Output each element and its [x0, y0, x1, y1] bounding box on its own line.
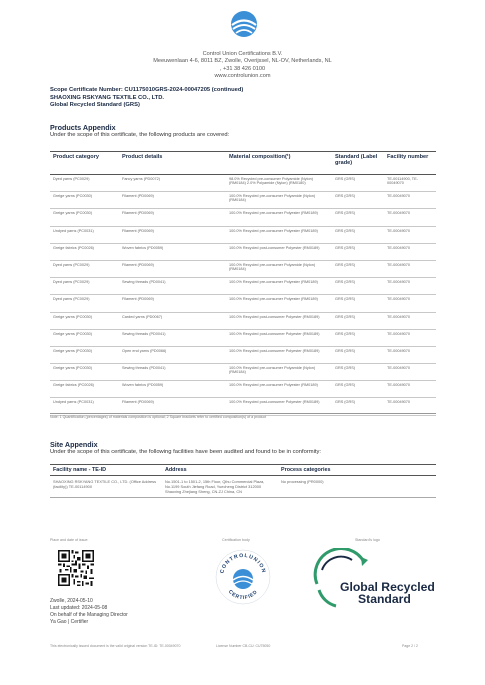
- site-process: No processing (PR0000): [278, 476, 436, 498]
- facility-number-cell: TE-00049070: [384, 398, 436, 415]
- standard-cell: GRS (GRS): [332, 398, 384, 415]
- certification-body-label: Certification body: [222, 538, 250, 542]
- header-address: Address: [162, 465, 278, 476]
- facility-number-cell: TE-00049070: [384, 278, 436, 295]
- products-appendix-title: Products Appendix: [50, 123, 116, 132]
- site-header-row: [50, 465, 436, 476]
- product-row: [50, 209, 436, 226]
- facility-number-cell: TE-00049070: [384, 346, 436, 363]
- page-number: Page 2 / 2: [402, 644, 418, 648]
- site-address: No.1501-1 to 1501-2, 15th Floor, Qihu Commercial Plaza, No.1199 South Jiefang Road, Yuecheng District 312000 Shaoxing Zhejiang Sheng, CN-ZJ China, CN: [162, 476, 278, 498]
- standard-cell: GRS (GRS): [332, 243, 384, 260]
- signer: Ya Gao | Certifier: [50, 619, 89, 625]
- product-row: [50, 329, 436, 346]
- material-composition-cell: 100.0% Recycled pre-consumer Polyamide (Nylon) (RM0184): [226, 192, 332, 209]
- products-table: [50, 151, 436, 416]
- product-category-cell: Undyed yarns (PC0031): [50, 398, 119, 415]
- product-category-cell: Dyed yarns (PC0029): [50, 175, 119, 192]
- facility-number-cell: TE-00049070: [384, 209, 436, 226]
- product-details-cell: Sewing threads (PD0041): [119, 329, 226, 346]
- product-category-cell: Greige fabrics (PC0026): [50, 381, 119, 398]
- header-facility-number: Facility number: [384, 152, 436, 175]
- seal-bottom-text: CERTIFIED: [226, 588, 260, 602]
- product-category-cell: Undyed yarns (PC0031): [50, 226, 119, 243]
- material-composition-cell: 100.0% Recycled post-consumer Polyester (RM0189): [226, 346, 332, 363]
- material-composition-cell: 100.0% Recycled pre-consumer Polyamide (Nylon) (RM0184): [226, 260, 332, 277]
- product-row: [50, 243, 436, 260]
- product-row: [50, 312, 436, 329]
- material-composition-cell: 100.0% Recycled pre-consumer Polyester (RM0189): [226, 226, 332, 243]
- product-category-cell: Greige yarns (PC0030): [50, 329, 119, 346]
- product-details-cell: Filament (PD0069): [119, 209, 226, 226]
- material-composition-cell: 100.0% Recycled pre-consumer Polyester (RM0189): [226, 381, 332, 398]
- product-details-cell: Filament (PD0069): [119, 260, 226, 277]
- product-details-cell: Filament (PD0069): [119, 226, 226, 243]
- product-row: [50, 226, 436, 243]
- product-row: [50, 192, 436, 209]
- product-category-cell: Greige yarns (PC0030): [50, 346, 119, 363]
- issuer-header: [0, 51, 485, 80]
- product-category-cell: Greige fabrics (PC0026): [50, 243, 119, 260]
- control-union-logo-icon: [230, 10, 258, 38]
- site-facility-name: SHAOXING RSKYANG TEXTILE CO., LTD. (Office Address (facility)) TE-00114900: [50, 476, 162, 498]
- products-note: Note: 1 Quantification (percentages) of materials composition is optional; 2 Square brackets refer to certified composition(s) of a product: [50, 413, 436, 419]
- material-composition-cell: 100.0% Recycled pre-consumer Polyester (RM0189): [226, 209, 332, 226]
- seal-top-text: CONTROLUNION: [219, 552, 267, 575]
- product-details-cell: Fancy yarns (PD0072): [119, 175, 226, 192]
- place-date-label: Place and date of issue:: [50, 538, 89, 542]
- product-row: [50, 260, 436, 277]
- product-row: [50, 175, 436, 192]
- facility-number-cell: TE-00049070: [384, 295, 436, 312]
- facility-number-cell: TE-00049070: [384, 364, 436, 381]
- standard-cell: GRS (GRS): [332, 295, 384, 312]
- product-row: [50, 278, 436, 295]
- global-recycled-standard-logo-icon: [310, 548, 435, 610]
- last-updated: Last updated: 2024-05-08: [50, 605, 108, 611]
- facility-number-cell: TE-00049070: [384, 192, 436, 209]
- header-product-details: Product details: [119, 152, 226, 175]
- site-appendix-title: Site Appendix: [50, 440, 98, 449]
- header-facility-name: Facility name - TE-ID: [50, 465, 162, 476]
- on-behalf: On behalf of the Managing Director: [50, 612, 128, 618]
- signature-block: [50, 598, 128, 626]
- product-details-cell: Filament (PD0069): [119, 192, 226, 209]
- material-composition-cell: 100.0% Recycled pre-consumer Polyamide (Nylon) (RM0184): [226, 364, 332, 381]
- header-material-composition: Material composition(¹): [226, 152, 332, 175]
- product-category-cell: Greige yarns (PC0030): [50, 192, 119, 209]
- header-process-categories: Process categories: [278, 465, 436, 476]
- scope-block: [50, 87, 243, 110]
- material-composition-cell: 100.0% Recycled post-consumer Polyester (RM0189): [226, 243, 332, 260]
- standard-cell: GRS (GRS): [332, 346, 384, 363]
- product-row: [50, 381, 436, 398]
- product-details-cell: Woven fabrics (PD0059): [119, 243, 226, 260]
- material-composition-cell: 100.0% Recycled post-consumer Polyester (RM0189): [226, 329, 332, 346]
- facility-number-cell: TE-00049070: [384, 312, 436, 329]
- material-composition-cell: 100.0% Recycled pre-consumer Polyester (RM0189): [226, 278, 332, 295]
- product-category-cell: Dyed yarns (PC0029): [50, 295, 119, 312]
- issuer-address: Meeuwenlaan 4-6, 8011 BZ, Zwolle, Overijssel, NL-OV, Netherlands, NL: [153, 58, 332, 65]
- site-row: [50, 476, 436, 498]
- standard-cell: GRS (GRS): [332, 364, 384, 381]
- standard-cell: GRS (GRS): [332, 260, 384, 277]
- product-row: [50, 295, 436, 312]
- site-table: [50, 464, 436, 498]
- material-composition-cell: 100.0% Recycled pre-consumer Polyester (RM0189): [226, 295, 332, 312]
- product-details-cell: Filament (PD0069): [119, 295, 226, 312]
- facility-number-cell: TE-00114900, TE-00049070: [384, 175, 436, 192]
- company-name: SHAOXING RSKYANG TEXTILE CO., LTD.: [50, 94, 165, 101]
- product-category-cell: Greige yarns (PC0030): [50, 209, 119, 226]
- standard-name: Global Recycled Standard (GRS): [50, 102, 140, 109]
- standard-cell: GRS (GRS): [332, 278, 384, 295]
- standard-cell: GRS (GRS): [332, 329, 384, 346]
- issuer-phone: , +31 38 426 0100: [219, 65, 266, 72]
- standard-cell: GRS (GRS): [332, 209, 384, 226]
- control-union-certified-seal-icon: [214, 548, 272, 606]
- license-number: License Number CB-CU: CU75050: [216, 644, 271, 648]
- issuer-website: www.controlunion.com: [214, 72, 271, 79]
- products-appendix-subtitle: Under the scope of this certificate, the following products are covered:: [50, 132, 230, 138]
- product-details-cell: Filament (PD0069): [119, 398, 226, 415]
- standard-cell: GRS (GRS): [332, 175, 384, 192]
- material-composition-cell: 98.0% Recycled pre-consumer Polyamide (Nylon) (RM0184) 2.0% Polyamide (Nylon) (RM0180): [226, 175, 332, 192]
- facility-number-cell: TE-00049070: [384, 243, 436, 260]
- standard-cell: GRS (GRS): [332, 226, 384, 243]
- standard-cell: GRS (GRS): [332, 381, 384, 398]
- grs-line2: Standard: [358, 592, 411, 606]
- product-details-cell: Open end yarns (PD0066): [119, 346, 226, 363]
- product-details-cell: Carded yarns (PD0067): [119, 312, 226, 329]
- standard-logo-label: Standard's logo: [355, 538, 380, 542]
- issuer-name: Control Union Certifications B.V.: [202, 51, 283, 57]
- site-appendix-subtitle: Under the scope of this certificate, the following facilities have been audited and found to be in conformity:: [50, 449, 322, 455]
- facility-number-cell: TE-00049070: [384, 381, 436, 398]
- facility-number-cell: TE-00049070: [384, 329, 436, 346]
- material-composition-cell: 100.0% Recycled post-consumer Polyester (RM0189): [226, 398, 332, 415]
- product-category-cell: Dyed yarns (PC0029): [50, 278, 119, 295]
- qr-code-icon: [58, 550, 94, 586]
- product-category-cell: Greige yarns (PC0030): [50, 364, 119, 381]
- material-composition-cell: 100.0% Recycled post-consumer Polyester (RM0189): [226, 312, 332, 329]
- header-standard: Standard (Label grade): [332, 152, 384, 175]
- standard-cell: GRS (GRS): [332, 312, 384, 329]
- product-category-cell: Greige yarns (PC0030): [50, 312, 119, 329]
- products-table-body: [50, 175, 436, 416]
- product-details-cell: Sewing threads (PD0041): [119, 278, 226, 295]
- header-product-category: Product category: [50, 152, 119, 175]
- scope-number: Scope Certificate Number: CU1175010GRS-2024-00047205 (continued): [50, 87, 244, 93]
- product-row: [50, 346, 436, 363]
- facility-number-cell: TE-00049070: [384, 226, 436, 243]
- product-details-cell: Sewing threads (PD0041): [119, 364, 226, 381]
- product-details-cell: Woven fabrics (PD0059): [119, 381, 226, 398]
- facility-number-cell: TE-00049070: [384, 260, 436, 277]
- standard-cell: GRS (GRS): [332, 192, 384, 209]
- grs-line1: Global Recycled: [340, 580, 435, 594]
- products-header-row: [50, 152, 436, 175]
- product-row: [50, 364, 436, 381]
- validity-note: This electronically issued document is the valid original version TE-ID: TE-00049070: [50, 644, 181, 648]
- issue-place-date: Zwolle, 2024-05-10: [50, 598, 93, 604]
- product-category-cell: Dyed yarns (PC0029): [50, 260, 119, 277]
